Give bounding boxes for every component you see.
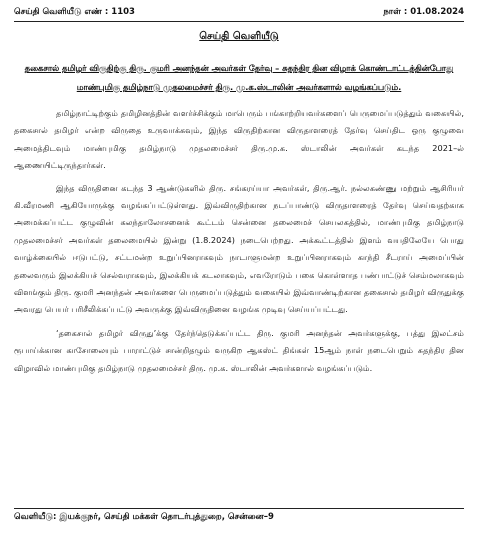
paragraph-3: ‘தகைசால் தமிழர் விருது’க்கு தேர்ந்தெடுக்கப்பட்ட திரு. குமரி அனந்தன் அவர்களுக்கு, பத்து இலட்சம் ரூபாய்க்கான காசோலையும் பாராட்டுச் சான்றிதழும் வருகிற ஆகஸ்ட் திங்கள் 15ஆம் நாள் நடைபெறும் சுதந்திர தின விழாவில் மாண்புமிகு தமிழ்நாடு முதலமைச்சர் திரு. மு.க. ஸ்டாலின் அவர்களால் வழங்கப்படும். [14,327,464,373]
release-number: செய்தி வெளியீடு எண் : 1103 [14,7,135,17]
footer-divider [14,508,464,509]
subject-line: தகைசால் தமிழர் விருதிற்கு திரு. குமரி அனந்தன் அவர்கள் தேர்வு – சுதந்திர தின விழாக் கொண்டாட்டத்தின்போது மாண்புமிகு தமிழ்நாடு முதலமைச்சர் திரு. மு.க.ஸ்டாலின் அவர்களால் வழங்கப்படும். [24,63,454,92]
paragraph-2: இந்த விருதினை கடந்த 3 ஆண்டுகளில் திரு. சங்கரய்யா அவர்கள், திரு.ஆர். நல்லகண்ணு மற்றும் ஆசிரியர் கி.வீரமணி ஆகியோருக்கு வழங்கப்பட்டுள்ளது. இவ்விருதிற்கான நடப்பாண்டு விருதாளரைத் தேர்வு செய்வதற்காக அமைக்கப்பட்ட குழுவின் கலந்தாலோசனைக் கூட்டம் சென்னை தலைமைச் செயலகத்தில், மாண்புமிகு தமிழ்நாடு முதலமைச்சர் அவர்கள் தலைமையில் இன்று (1.8.2024) நடைபெற்றது. அக்கூட்டத்தில் இளம் வயதிலேயே பொது வாழ்க்கையில் ஈடுபட்டு, சட்டமன்ற உறுப்பினராகவும் நாடாளுமன்ற உறுப்பினராகவும் காந்தி சீடராய் அமைப்பின் தலைவரும் இலக்கியச் செல்வராகவும், இலக்கியக் கடலாகவும், எவரோடும் பகை கொள்ளாத பண்பாட்டுச் செம்மலாகவும் விளங்கும் திரு. குமரி அனந்தன் அவர்களை பெருமைப்படுத்தும் வகையில் இவ்வாண்டிற்கான தகைசால் தமிழர் விருதுக்கு அவரது பெயர் பரிசீலிக்கப்பட்டு அவருக்கு இவ்விருதினை வழங்க முடிவு செய்யப்பட்டது. [14,182,464,315]
header-divider [14,21,464,22]
paragraph-1: தமிழ்நாட்டிற்கும் தமிழினத்தின் வளர்ச்சிக்கும் மாபெரும் பங்காற்றியவர்களைப் பெருமைப்படுத்தும் வகையில், தகைசால் தமிழர் என்ற விருதை உருவாக்கவும், இந்த விருதிற்கான விருதாளரைத் தேர்வு செய்திட ஒரு குழுவை அமைத்திடவும் மாண்புமிகு தமிழ்நாடு முதலமைச்சர் திரு.மு.க. ஸ்டாலின் அவர்கள் கடந்த 2021–ல் ஆணையிட்டிருந்தார்கள். [14,108,464,171]
document-heading: செய்தி வெளியீடு [199,31,279,42]
release-date: நாள் : 01.08.2024 [383,7,464,17]
header-bar [14,6,464,18]
issuer-footer: வெளியீடு: இயக்குநர், செய்தி மக்கள் தொடர்புத்துறை, சென்னை–9 [14,512,274,522]
